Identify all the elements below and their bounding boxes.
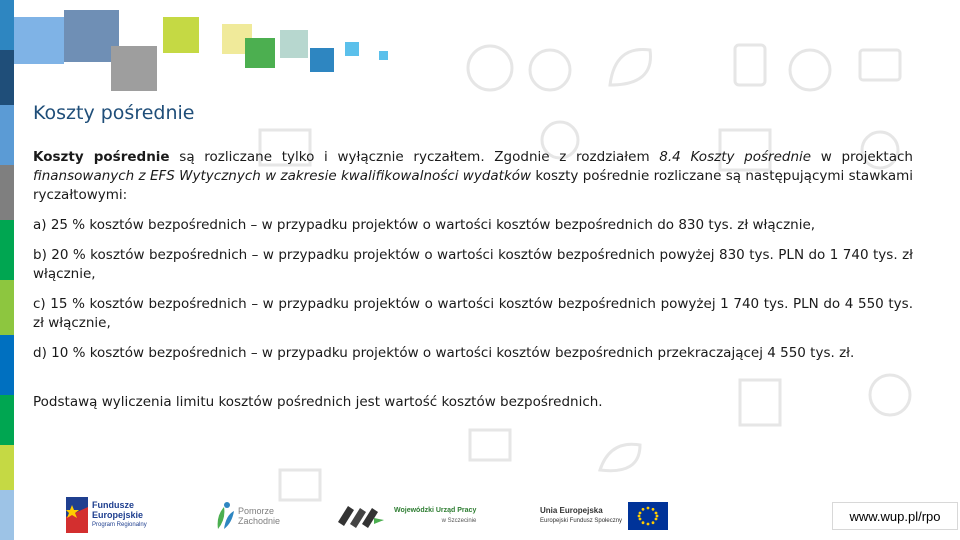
left-color-strip xyxy=(0,0,14,540)
fe-line3: Program Regionalny xyxy=(92,522,147,528)
website-link[interactable]: www.wup.pl/rpo xyxy=(832,502,958,530)
list-item-a: a) 25 % kosztów bezpośrednich – w przypadku projektów o wartości kosztów bezpośrednich do 830 tys. zł włącznie, xyxy=(33,217,816,233)
pomorze-zachodnie-logo xyxy=(214,499,280,533)
intro-text-a: są rozliczane tylko i wyłącznie ryczałtem. Zgodnie z rozdziałem xyxy=(169,149,660,165)
wup-logo xyxy=(336,501,476,531)
ue-line2: Europejski Fundusz Społeczny xyxy=(540,518,623,524)
slide-content xyxy=(33,148,913,423)
slide-title: Koszty pośrednie xyxy=(33,102,195,124)
leaf-icon-2 xyxy=(600,444,640,470)
atom-icon xyxy=(530,50,570,90)
intro-text-c: koszty pośrednie rozliczane są następującymi stawkami ryczałtowymi: xyxy=(33,168,913,203)
pomorze-line1: Pomorze xyxy=(238,506,275,516)
fe-line1: Fundusze xyxy=(92,500,134,510)
pomorze-line2: Zachodnie xyxy=(238,516,281,526)
intro-text-b: w projektach xyxy=(811,149,913,165)
chat-icon xyxy=(860,50,900,80)
intro-italic-a: 8.4 Koszty pośrednie xyxy=(659,149,812,165)
closing-paragraph: Podstawą wyliczenia limitu kosztów pośrednich jest wartość kosztów bezpośrednich. xyxy=(33,394,603,410)
briefcase-icon xyxy=(470,430,510,460)
leaf-icon xyxy=(610,49,651,85)
fundusze-europejskie-logo xyxy=(66,495,147,535)
intro-bold-lead: Koszty pośrednie xyxy=(33,149,170,165)
pomorze-emblem-icon xyxy=(214,501,236,531)
fe-line2: Europejskie xyxy=(92,510,144,520)
ue-line1: Unia Europejska xyxy=(540,506,603,515)
tram-icon xyxy=(735,45,765,85)
intro-paragraph xyxy=(33,148,913,205)
intro-italic-b: finansowanych z EFS Wytycznych w zakresie kwalifikowalności wydatków xyxy=(33,168,532,184)
list-item-d: d) 10 % kosztów bezpośrednich – w przypadku projektów o wartości kosztów bezpośrednich przekraczającej 4 550 tys. zł. xyxy=(33,345,855,361)
fe-emblem-icon xyxy=(66,497,88,533)
planet-icon xyxy=(790,50,830,90)
wup-emblem-icon xyxy=(336,502,386,530)
list-item-c: c) 15 % kosztów bezpośrednich – w przypadku projektów o wartości kosztów bezpośrednich powyżej 1 740 tys. PLN do 4 550 tys. zł włącznie, xyxy=(33,296,913,331)
wind-turbine-icon xyxy=(468,46,512,90)
wup-line2: w Szczecinie xyxy=(441,518,477,524)
footer-logos xyxy=(0,495,960,540)
wup-line1: Wojewódzki Urząd Pracy xyxy=(394,507,477,514)
unia-europejska-logo xyxy=(540,501,668,531)
list-item-b: b) 20 % kosztów bezpośrednich – w przypadku projektów o wartości kosztów bezpośrednich powyżej 830 tys. PLN do 1 740 tys. zł włącznie, xyxy=(33,247,913,282)
eu-flag-icon xyxy=(628,502,668,530)
